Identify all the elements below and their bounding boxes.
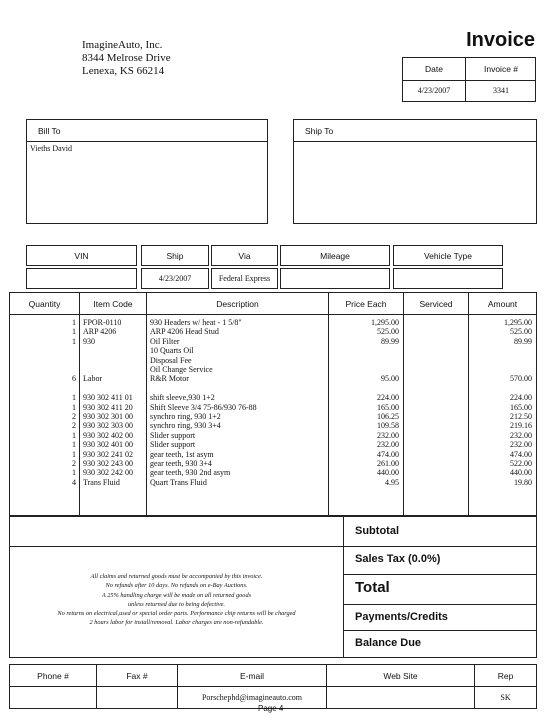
via-header: Via bbox=[211, 245, 278, 266]
table-cell: 1 bbox=[72, 449, 76, 459]
table-cell: 930 302 303 00 bbox=[83, 421, 133, 431]
table-cell: 930 302 242 00 bbox=[83, 468, 133, 478]
table-row bbox=[10, 403, 536, 412]
table-row bbox=[10, 337, 536, 346]
table-cell: shift sleeve,930 1+2 bbox=[150, 393, 215, 403]
table-cell: 224.00 bbox=[377, 393, 399, 403]
payments-credits-label: Payments/Credits bbox=[355, 611, 448, 623]
bill-to-name: Vieths David bbox=[30, 144, 72, 153]
table-cell: gear teeth, 930 2nd asym bbox=[150, 468, 231, 478]
table-cell: Labor bbox=[83, 374, 103, 384]
via-value: Federal Express bbox=[211, 268, 278, 289]
table-cell: synchro ring, 930 3+4 bbox=[150, 421, 221, 431]
table-row bbox=[10, 450, 536, 459]
table-cell: ARP 4206 Head Stud bbox=[150, 327, 219, 337]
table-cell: Disposal Fee bbox=[150, 355, 192, 365]
table-cell: 2 bbox=[72, 459, 76, 468]
rep-value: SK bbox=[500, 693, 511, 702]
table-cell: 2 bbox=[72, 421, 76, 431]
email-value[interactable]: Porschephd@imagineauto.com bbox=[201, 693, 302, 702]
table-cell: 1 bbox=[72, 318, 76, 327]
mileage-header: Mileage bbox=[280, 245, 390, 266]
table-cell: gear teeth, 930 3+4 bbox=[150, 459, 212, 468]
table-cell: 212.50 bbox=[510, 412, 532, 421]
table-cell: 232.00 bbox=[510, 430, 532, 440]
bill-to-label: Bill To bbox=[38, 126, 61, 136]
table-cell: 4 bbox=[72, 477, 76, 487]
table-cell: R&R Motor bbox=[150, 374, 189, 384]
subtotal-label: Subtotal bbox=[355, 525, 399, 537]
sales-tax-label: Sales Tax (0.0%) bbox=[355, 553, 441, 565]
table-row bbox=[10, 440, 536, 449]
website-header: Web Site bbox=[383, 671, 418, 681]
table-cell: 261.00 bbox=[377, 459, 399, 468]
balance-due-label: Balance Due bbox=[355, 637, 422, 649]
table-cell: 1 bbox=[72, 327, 76, 337]
table-cell: 570.00 bbox=[510, 374, 532, 384]
table-cell: 224.00 bbox=[510, 393, 532, 403]
table-cell: 930 bbox=[83, 336, 95, 346]
table-cell: gear teeth, 1st asym bbox=[150, 449, 214, 459]
table-row bbox=[10, 384, 536, 393]
table-cell: 474.00 bbox=[377, 449, 399, 459]
table-cell: 1 bbox=[72, 402, 76, 412]
company-address-line1: 8344 Melrose Drive bbox=[82, 52, 171, 64]
bill-to-box bbox=[26, 119, 268, 224]
table-cell: 232.00 bbox=[510, 440, 532, 450]
fax-header: Fax # bbox=[126, 671, 148, 681]
table-cell: 1 bbox=[72, 430, 76, 440]
ship-to-label: Ship To bbox=[305, 126, 334, 136]
contact-footer bbox=[9, 664, 537, 709]
invoice-date: 4/23/2007 bbox=[417, 86, 451, 95]
table-cell: 106.25 bbox=[377, 412, 399, 421]
company-name: ImagineAuto, Inc. bbox=[82, 39, 163, 51]
ship-to-box bbox=[293, 119, 537, 224]
table-row bbox=[10, 318, 536, 327]
col-header-price-each: Price Each bbox=[345, 299, 387, 309]
table-cell: Oil Change Service bbox=[150, 365, 213, 374]
table-cell: 930 302 402 00 bbox=[83, 430, 133, 440]
table-cell: 930 302 411 01 bbox=[83, 393, 133, 403]
table-row bbox=[10, 393, 536, 402]
vin-header: VIN bbox=[26, 245, 137, 266]
table-cell: synchro ring, 930 1+2 bbox=[150, 412, 221, 421]
total-label: Total bbox=[355, 579, 390, 596]
table-cell: 232.00 bbox=[377, 440, 399, 450]
terms-totals-area bbox=[9, 516, 537, 658]
table-row bbox=[10, 431, 536, 440]
table-cell: 4.95 bbox=[385, 477, 399, 487]
vin-value bbox=[26, 268, 137, 289]
table-cell: 6 bbox=[72, 374, 76, 384]
table-cell: 219.16 bbox=[510, 421, 532, 431]
table-cell: 474.00 bbox=[510, 449, 532, 459]
col-header-item-code: Item Code bbox=[93, 299, 133, 309]
table-cell: 525.00 bbox=[510, 327, 532, 337]
ship-header: Ship bbox=[141, 245, 209, 266]
table-row bbox=[10, 421, 536, 430]
table-cell: 95.00 bbox=[381, 374, 399, 384]
invoice-number-label: Invoice # bbox=[483, 64, 519, 74]
table-cell: 440.00 bbox=[377, 468, 399, 478]
col-header-amount: Amount bbox=[487, 299, 518, 309]
table-cell: 930 302 301 00 bbox=[83, 412, 133, 421]
table-cell: ARP 4206 bbox=[83, 327, 117, 337]
line-items-table bbox=[9, 292, 537, 516]
table-cell: 930 302 401 00 bbox=[83, 440, 133, 450]
table-cell: Trans Fluid bbox=[83, 477, 120, 487]
table-row bbox=[10, 468, 536, 477]
table-cell: 10 Quarts Oil bbox=[150, 346, 194, 356]
invoice-title: Invoice bbox=[466, 29, 535, 51]
table-cell: 1 bbox=[72, 468, 76, 478]
table-cell: 89.99 bbox=[381, 336, 399, 346]
table-cell: 165.00 bbox=[510, 402, 532, 412]
table-cell: 1,295.00 bbox=[504, 318, 532, 327]
table-cell: 525.00 bbox=[377, 327, 399, 337]
table-cell: FPOR-0110 bbox=[83, 318, 122, 327]
col-header-serviced: Serviced bbox=[419, 299, 453, 309]
table-row bbox=[10, 374, 536, 383]
table-row bbox=[10, 356, 536, 365]
table-row bbox=[10, 346, 536, 355]
table-cell: 930 302 411 20 bbox=[83, 402, 133, 412]
terms-text: All claims and returned goods must be accompanied by this invoice. No refunds after 10 days. No refunds on e-Bay Auctions. A 25% handling charge will be made on all returned goods unless returned due to being defective. No returns on electrical,used or special order parts. Performance chip returns will be charged 2 hours labor for install/removal. Labor charges are non-refundable. bbox=[57, 573, 296, 627]
ship-date-value: 4/23/2007 bbox=[141, 268, 209, 289]
table-row bbox=[10, 412, 536, 421]
table-cell: 109.58 bbox=[377, 421, 399, 431]
table-cell: 522.00 bbox=[510, 459, 532, 468]
company-address-line2: Lenexa, KS 66214 bbox=[82, 65, 165, 77]
table-cell: Shift Sleeve 3/4 75-86/930 76-88 bbox=[150, 402, 257, 412]
table-row bbox=[10, 459, 536, 468]
table-cell: 930 Headers w/ heat - 1 5/8" bbox=[150, 318, 242, 327]
table-cell: 930 302 241 02 bbox=[83, 449, 133, 459]
table-cell: Oil Filter bbox=[150, 336, 180, 346]
phone-header: Phone # bbox=[37, 671, 69, 681]
table-cell: Slider support bbox=[150, 430, 196, 440]
table-cell: Slider support bbox=[150, 440, 196, 450]
date-label: Date bbox=[425, 64, 443, 74]
table-cell: 89.99 bbox=[514, 336, 532, 346]
email-header: E-mail bbox=[239, 671, 265, 681]
col-header-description: Description bbox=[216, 299, 259, 309]
col-header-quantity: Quantity bbox=[28, 299, 61, 309]
table-cell: 165.00 bbox=[377, 402, 399, 412]
vehicle-type-value bbox=[393, 268, 503, 289]
table-cell: 440.00 bbox=[510, 468, 532, 478]
table-cell: 1 bbox=[72, 393, 76, 403]
table-cell: Quart Trans Fluid bbox=[150, 477, 207, 487]
mileage-value bbox=[280, 268, 390, 289]
invoice-number: 3341 bbox=[493, 86, 509, 95]
table-row bbox=[10, 478, 536, 487]
table-cell: 19.80 bbox=[514, 477, 532, 487]
table-cell: 2 bbox=[72, 412, 76, 421]
table-cell: 1,295.00 bbox=[371, 318, 399, 327]
table-cell: 1 bbox=[72, 336, 76, 346]
table-row bbox=[10, 327, 536, 336]
page-number: Page 4 bbox=[258, 704, 284, 713]
table-row bbox=[10, 365, 536, 374]
company-info bbox=[82, 39, 171, 78]
rep-header: Rep bbox=[497, 671, 514, 681]
table-cell: 232.00 bbox=[377, 430, 399, 440]
invoice-meta-box bbox=[402, 57, 536, 102]
table-cell: 930 302 243 00 bbox=[83, 459, 133, 468]
vehicle-type-header: Vehicle Type bbox=[393, 245, 503, 266]
table-cell: 1 bbox=[72, 440, 76, 450]
